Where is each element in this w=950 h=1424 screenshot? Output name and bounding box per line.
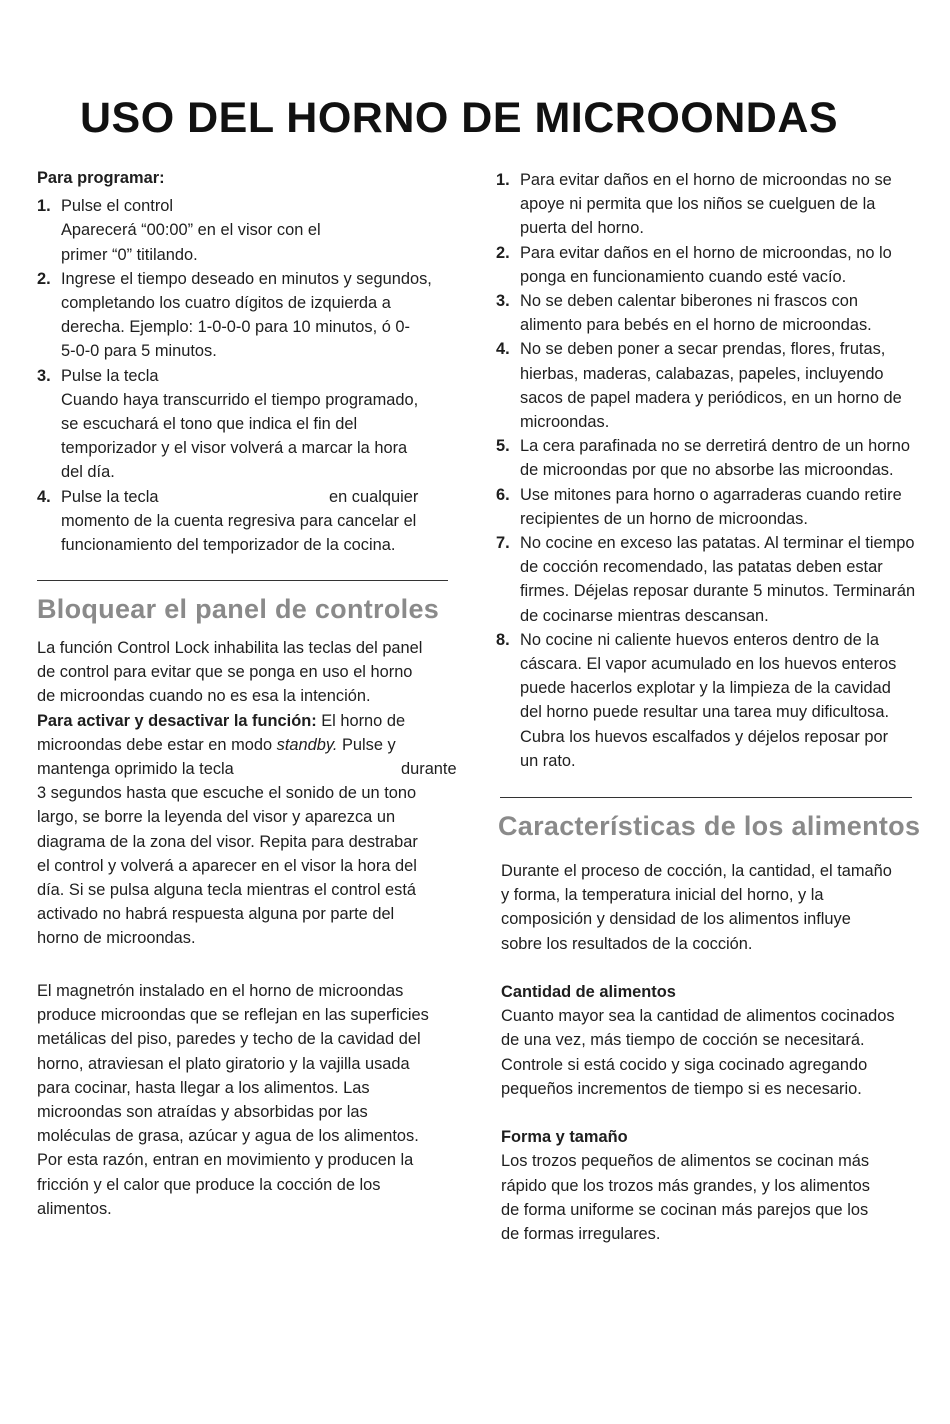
warning-line: de cocción recomendado, las patatas deben estar [520, 558, 883, 577]
warning-number: 4. [496, 340, 510, 359]
lock-heading: Bloquear el panel de controles [37, 594, 440, 624]
warning-number: 6. [496, 485, 510, 504]
warning-line: del horno puede resultar una tarea muy dificultosa. [520, 703, 890, 722]
lock-line: día. Si se pulsa alguna tecla mientras el control está [37, 881, 417, 900]
food-line: rápido que los trozos más grandes, y los alimentos [501, 1176, 870, 1195]
food-line: y forma, la temperatura inicial del horno, y la [501, 886, 824, 905]
step-line: del día. [61, 463, 115, 482]
program-section [37, 166, 467, 557]
warning-number: 2. [496, 243, 510, 262]
step-line: funcionamiento del temporizador de la cocina. [61, 536, 396, 555]
warning-line: de cocinarse mientras descansan. [520, 606, 769, 625]
step-line-start: Pulse la tecla [61, 487, 159, 506]
food-line: de formas irregulares. [501, 1225, 661, 1244]
warning-line: de microondas por que no absorbe las microondas. [520, 461, 894, 480]
lock-line: de microondas cuando no es esa la intención. [37, 687, 371, 706]
lock-line: largo, se borre la leyenda del visor y aparezca un [37, 808, 396, 827]
warning-line: un rato. [520, 751, 576, 770]
magnetron-line: alimentos. [37, 1199, 112, 1218]
warning-5 [496, 434, 936, 482]
program-heading: Para programar: [37, 169, 165, 187]
standby-term: standby. [276, 735, 338, 754]
program-steps [37, 194, 467, 557]
warning-number: 8. [496, 630, 510, 649]
warning-number: 1. [496, 171, 510, 189]
step-line: completando los cuatro dígitos de izquierda a [61, 294, 391, 313]
warnings-list [496, 168, 936, 773]
warning-line: Para evitar daños en el horno de microondas no se [520, 171, 892, 189]
warning-3 [496, 289, 936, 337]
food-line: Controle si está cocido y siga cocinado agregando [501, 1055, 868, 1074]
food-line: pequeños incrementos de tiempo si es necesario. [501, 1079, 862, 1098]
magnetron-line: Por esta razón, entran en movimiento y producen la [37, 1151, 414, 1170]
step-line: Cuando haya transcurrido el tiempo programado, [61, 390, 419, 409]
magnetron-line: metálicas del piso, paredes y techo de la cavidad del [37, 1030, 421, 1049]
lock-line: activado no habrá respuesta alguna por parte del [37, 905, 395, 924]
lock-line: horno de microondas. [37, 929, 196, 948]
food-line: Cuanto mayor sea la cantidad de alimentos cocinados [501, 1007, 895, 1026]
lock-text: microondas debe estar en modo [37, 735, 277, 754]
magnetron-line: produce microondas que se reflejan en las superficies [37, 1006, 429, 1025]
warning-line: No cocine en exceso las patatas. Al terminar el tiempo [520, 534, 915, 553]
page-title: USO DEL HORNO DE MICROONDAS [80, 94, 839, 142]
magnetron-line: horno, atraviesan el plato giratorio y la vajilla usada [37, 1054, 410, 1073]
warning-line: microondas. [520, 413, 610, 432]
step-number: 1. [37, 197, 51, 216]
warning-number: 5. [496, 437, 510, 456]
warning-2 [496, 241, 936, 289]
food-section [501, 859, 941, 1246]
lock-line [37, 757, 467, 781]
warning-line: apoye ni permita que los niños se cuelguen de la [520, 195, 876, 214]
warning-line: cáscara. El vapor acumulado en los huevos enteros [520, 655, 897, 674]
warning-line: sacos de papel madera y periódicos, en un horno de [520, 388, 902, 407]
step-line: derecha. Ejemplo: 1-0-0-0 para 10 minutos, ó 0- [61, 318, 410, 337]
warning-6 [496, 483, 936, 531]
activate-label: Para activar y desactivar la función: [37, 711, 317, 730]
step-line: primer “0” titilando. [61, 245, 198, 264]
magnetron-line: El magnetrón instalado en el horno de microondas [37, 982, 404, 1000]
step-line: temporizador y el visor volverá a marcar la hora [61, 439, 408, 458]
magnetron-line: para cocinar, hasta llegar a los alimentos. Las [37, 1078, 370, 1097]
lock-line: de control para evitar que se ponga en uso el horno [37, 663, 413, 682]
food-heading: Características de los alimentos [498, 811, 921, 841]
warning-line: hierbas, maderas, calabazas, papeles, incluyendo [520, 364, 884, 383]
step-line: Pulse el control [61, 197, 174, 216]
spacer [501, 1101, 941, 1125]
step-line: Ingrese el tiempo deseado en minutos y segundos, [61, 269, 432, 288]
step-line: momento de la cuenta regresiva para cancelar el [61, 511, 417, 530]
lock-line: La función Control Lock inhabilita las teclas del panel [37, 639, 423, 657]
program-step-2 [37, 267, 467, 364]
warning-line: alimento para bebés en el horno de microondas. [520, 316, 872, 335]
food-line: de una vez, más tiempo de cocción se necesitará. [501, 1031, 865, 1050]
magnetron-line: fricción y el calor que produce la cocción de los [37, 1175, 381, 1194]
warning-8 [496, 628, 936, 773]
warning-line: No se deben poner a secar prendas, flores, frutas, [520, 340, 886, 359]
warning-line: Use mitones para horno o agarraderas cuando retire [520, 485, 902, 504]
warning-line: La cera parafinada no se derretirá dentro de un horno [520, 437, 910, 456]
divider [37, 580, 448, 581]
warning-line: Para evitar daños en el horno de microondas, no lo [520, 243, 892, 262]
lock-line [37, 709, 467, 733]
warning-line: puede hacerlos explotar y la limpieza de la cavidad [520, 679, 891, 698]
warning-number: 7. [496, 534, 510, 553]
step-number: 2. [37, 269, 51, 288]
warning-line: No cocine ni caliente huevos enteros dentro de la [520, 630, 880, 649]
program-step-4 [37, 485, 467, 558]
lock-line [37, 733, 467, 757]
step-line-end: en cualquier [329, 487, 419, 506]
lock-line: diagrama de la zona del visor. Repita para destrabar [37, 832, 418, 851]
step-line: Pulse la tecla [61, 366, 159, 385]
activate-rest: El horno de [316, 711, 406, 730]
shape-heading: Forma y tamaño [501, 1128, 628, 1147]
warning-4 [496, 337, 936, 434]
magnetron-line: moléculas de grasa, azúcar y agua de los alimentos. [37, 1127, 419, 1146]
spacer [501, 956, 941, 980]
warning-1 [496, 168, 936, 241]
warning-line: Cubra los huevos escalfados y déjelos reposar por [520, 727, 889, 746]
step-number: 4. [37, 487, 51, 506]
warning-line: firmes. Déjelas reposar durante 5 minutos. Terminarán [520, 582, 916, 601]
divider [500, 797, 912, 798]
warning-line: No se deben calentar biberones ni frascos con [520, 292, 859, 311]
program-step-1 [37, 194, 467, 267]
food-line: Los trozos pequeños de alimentos se cocinan más [501, 1152, 870, 1171]
warning-line: puerta del horno. [520, 219, 644, 238]
food-line: sobre los resultados de la cocción. [501, 934, 753, 953]
magnetron-section [37, 979, 467, 1221]
lock-text: durante [401, 760, 457, 779]
step-line: se escuchará el tono que indica el fin del [61, 415, 358, 434]
program-step-3 [37, 364, 467, 485]
warnings-section [496, 168, 936, 773]
warning-line: recipientes de un horno de microondas. [520, 509, 808, 528]
magnetron-line: microondas son atraídas y absorbidas por las [37, 1103, 368, 1122]
food-line: de forma uniforme se cocinan más parejos que los [501, 1200, 869, 1219]
warning-line: ponga en funcionamiento cuando esté vacío. [520, 267, 847, 286]
quantity-heading: Cantidad de alimentos [501, 983, 676, 1002]
step-number: 3. [37, 366, 51, 385]
warning-7 [496, 531, 936, 628]
lock-line: 3 segundos hasta que escuche el sonido de un tono [37, 784, 417, 803]
step-line [61, 485, 467, 509]
step-line: 5-0-0 para 5 minutos. [61, 342, 217, 361]
step-line: Aparecerá “00:00” en el visor con el [61, 221, 321, 240]
food-line: composición y densidad de los alimentos influye [501, 910, 851, 929]
lock-text: Pulse y [337, 735, 396, 754]
warning-number: 3. [496, 292, 510, 311]
lock-text: mantenga oprimido la tecla [37, 760, 234, 779]
food-line: Durante el proceso de cocción, la cantidad, el tamaño [501, 862, 892, 880]
lock-line: el control y volverá a aparecer en el visor la hora del [37, 856, 417, 875]
lock-section [37, 636, 467, 951]
